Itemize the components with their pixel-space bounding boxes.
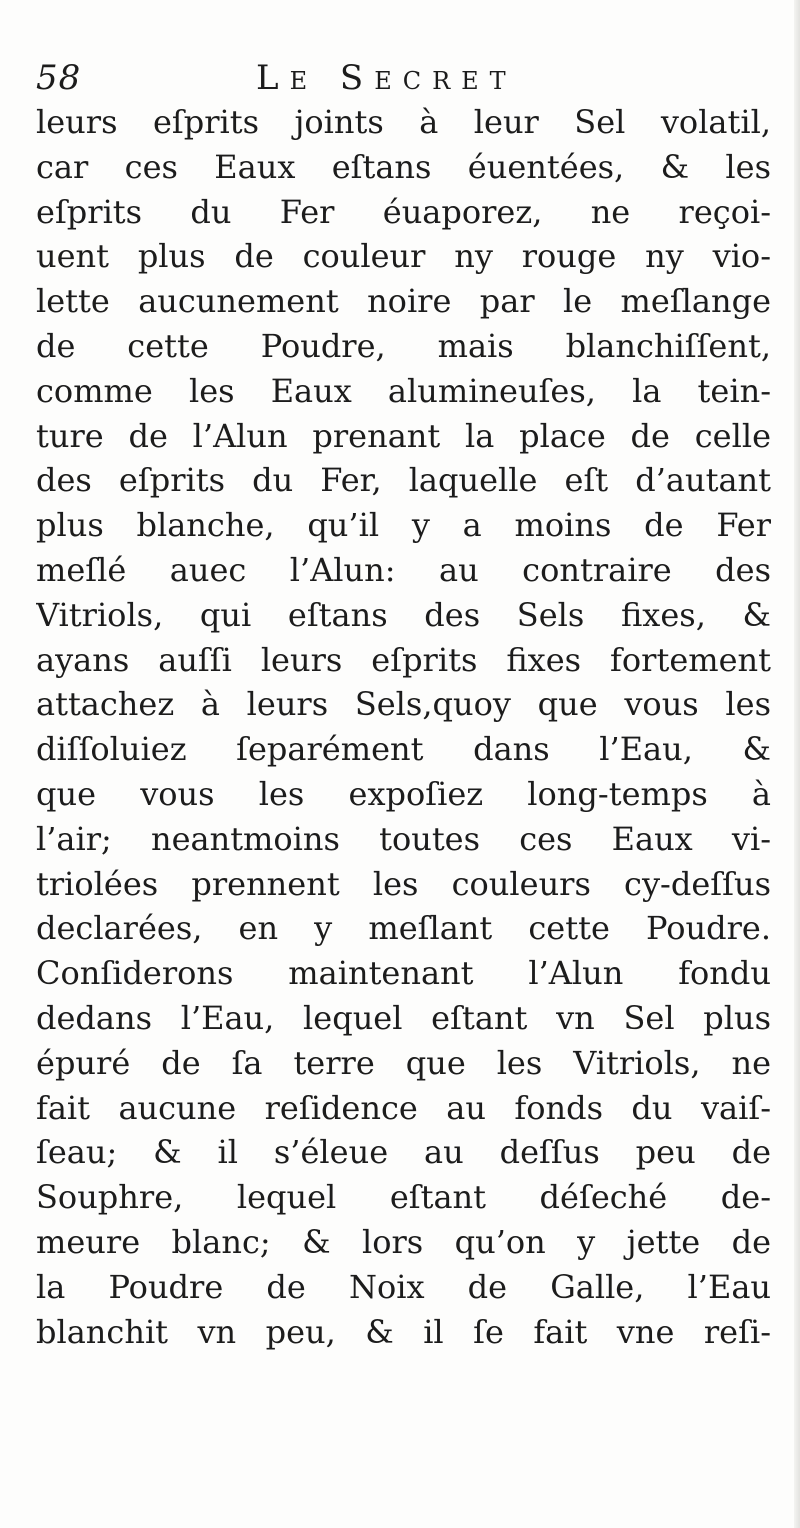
text-line: car ces Eaux eſtans éuentées, & les [36,147,771,186]
text-line: que vous les expoſiez long-temps à [36,774,771,813]
body-text [36,100,771,1354]
text-line: declarées, en y meſlant cette Poudre. [36,909,771,948]
text-line: meure blanc; & lors qu’on y jette de [36,1222,771,1261]
text-line: Conſiderons maintenant l’Alun fondu [36,954,771,993]
text-line: leurs eſprits joints à leur Sel volatil, [36,103,771,141]
page-edge [794,0,800,1528]
text-line: lette aucunement noire par le meſlange [36,282,771,321]
text-line: blanchit vn peu, & il ſe fait vne reſi- [36,1312,771,1351]
text-line: triolées prennent les couleurs cy-deſſus [36,864,771,903]
text-line: comme les Eaux alumineuſes, la tein- [36,371,771,410]
text-line: diſſoluiez ſeparément dans l’Eau, & [36,730,771,769]
text-line: eſprits du Fer éuaporez, ne reçoi- [36,192,771,231]
text-line: plus blanche, qu’il y a moins de Fer [36,506,771,545]
page-header [36,58,756,98]
text-line: ture de l’Alun prenant la place de celle [36,416,771,455]
text-line: épuré de ſa terre que les Vitriols, ne [36,1043,771,1082]
text-line: des eſprits du Fer, laquelle eſt d’autant [36,461,771,500]
text-line: meſlé auec l’Alun: au contraire des [36,550,771,589]
text-line: dedans l’Eau, lequel eſtant vn Sel plus [36,998,771,1037]
text-line: uent plus de couleur ny rouge ny vio- [36,237,771,276]
text-line: la Poudre de Noix de Galle, l’Eau [36,1267,771,1306]
text-line: ayans auſſi leurs eſprits fixes fortement [36,640,771,679]
running-title: Le Secret [256,58,517,98]
page-number: 58 [36,58,82,98]
text-line: ſeau; & il s’éleue au deſſus peu de [36,1133,771,1172]
text-line: de cette Poudre, mais blanchiſſent, [36,326,771,365]
text-line: fait aucune reſidence au fonds du vaiſ- [36,1088,771,1127]
text-line: Souphre, lequel eſtant déſeché de- [36,1178,771,1217]
text-line: Vitriols, qui eſtans des Sels fixes, & [36,595,771,634]
text-line: l’air; neantmoins toutes ces Eaux vi- [36,819,771,858]
text-line: attachez à leurs Sels,quoy que vous les [36,685,771,724]
